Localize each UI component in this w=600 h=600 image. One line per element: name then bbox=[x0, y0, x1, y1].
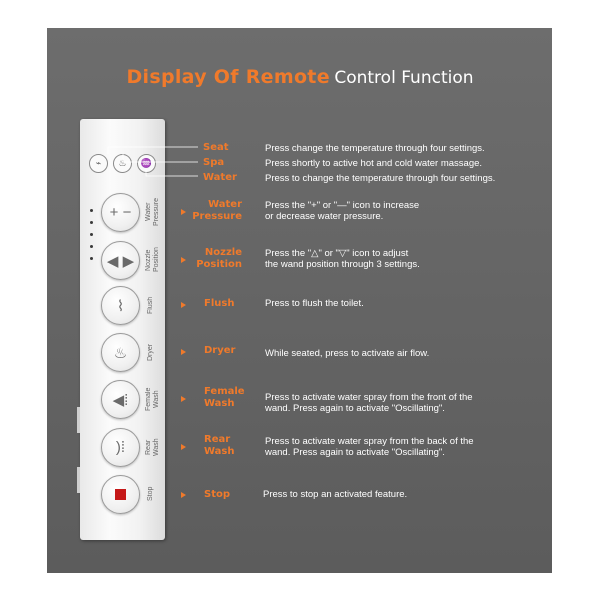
arrow-icon bbox=[181, 349, 186, 355]
arrow-icon bbox=[181, 257, 186, 263]
dryer-icon: ♨ bbox=[113, 344, 128, 362]
water-icon: ♒ bbox=[140, 158, 153, 168]
flush-side-label: Flush bbox=[147, 296, 154, 314]
flush-icon: ⌇ bbox=[116, 297, 125, 315]
stop-side-label: Stop bbox=[147, 486, 154, 502]
female-wash-label: Female Wash bbox=[204, 386, 245, 409]
water-pressure-description: Press the "+" or "—" icon to increase or decrease water pressure. bbox=[265, 200, 420, 222]
spa-label: Spa bbox=[203, 157, 225, 168]
flush-description: Press to flush the toilet. bbox=[265, 298, 364, 309]
nozzle-position-label: Nozzle Position bbox=[196, 247, 242, 270]
plus-minus-icon: + − bbox=[109, 204, 132, 221]
seat-description: Press change the temperature through four settings. bbox=[265, 143, 485, 154]
female-wash-description: Press to activate water spray from the front of the wand. Press again to activate "Oscillating". bbox=[265, 392, 473, 414]
title-light: Control Function bbox=[334, 68, 474, 88]
rear-wash-icon: )⁞ bbox=[115, 439, 126, 456]
dryer-side-label: Dryer bbox=[147, 343, 154, 361]
dryer-label: Dryer bbox=[204, 345, 236, 356]
arrow-icon bbox=[181, 302, 186, 308]
rear-wash-label: Rear Wash bbox=[204, 434, 235, 457]
water-pressure-label: Water Pressure bbox=[192, 199, 242, 222]
spa-icon: ♨ bbox=[118, 158, 127, 168]
spa-description: Press shortly to active hot and cold water massage. bbox=[265, 158, 483, 169]
arrow-icon bbox=[181, 444, 186, 450]
rear-wash-side-label: Rear Wash bbox=[145, 438, 160, 456]
arrow-icon bbox=[181, 492, 186, 498]
water-pressure-side-label: Water Pressure bbox=[145, 198, 160, 227]
arrow-icon bbox=[181, 209, 186, 215]
female-wash-icon: ◀⁞ bbox=[112, 391, 129, 409]
water-label: Water bbox=[203, 172, 237, 183]
nozzle-position-side-label: Nozzle Position bbox=[145, 247, 160, 273]
female-wash-side-label: Female Wash bbox=[145, 387, 160, 411]
water-description: Press to change the temperature through four settings. bbox=[265, 173, 496, 184]
seat-icon: ⌁ bbox=[95, 158, 102, 168]
title-bold: Display Of Remote bbox=[126, 66, 330, 88]
nozzle-position-description: Press the "△" or "▽" icon to adjust the wand position through 3 settings. bbox=[265, 248, 420, 270]
flush-label: Flush bbox=[204, 298, 235, 309]
nozzle-arrows-icon: ◀ ▶ bbox=[106, 252, 135, 270]
stop-label: Stop bbox=[204, 489, 231, 500]
arrow-icon bbox=[181, 396, 186, 402]
seat-label: Seat bbox=[203, 142, 229, 153]
rear-wash-description: Press to activate water spray from the back of the wand. Press again to activate "Oscillating". bbox=[265, 436, 474, 458]
stop-description: Press to stop an activated feature. bbox=[263, 489, 408, 500]
dryer-description: While seated, press to activate air flow. bbox=[265, 348, 430, 359]
